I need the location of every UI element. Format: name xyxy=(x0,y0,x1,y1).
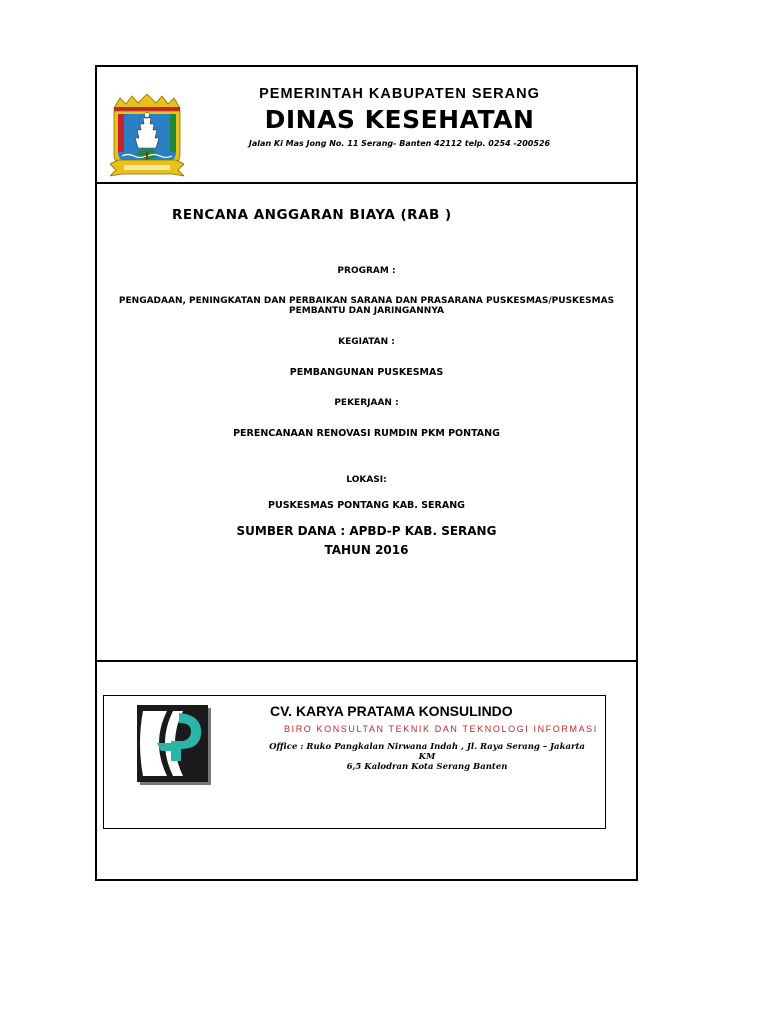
document-title: RENCANA ANGGARAN BIAYA (RAB ) xyxy=(172,207,452,223)
company-address-line-1: Office : Ruko Pangkalan Nirwana Indah , Jl. Raya Serang – Jakarta KM xyxy=(269,742,585,762)
lokasi-label: LOKASI: xyxy=(346,475,387,485)
program-label: PROGRAM : xyxy=(337,266,396,276)
department-title: DINAS KESEHATAN xyxy=(264,105,535,134)
government-title: PEMERINTAH KABUPATEN SERANG xyxy=(259,86,540,102)
kegiatan-label: KEGIATAN : xyxy=(338,337,395,347)
company-box xyxy=(103,695,606,829)
lokasi-value: PUSKESMAS PONTANG KAB. SERANG xyxy=(268,500,465,511)
tahun: TAHUN 2016 xyxy=(324,543,409,557)
kabupaten-serang-emblem-icon xyxy=(110,94,184,180)
pekerjaan-label: PEKERJAAN : xyxy=(334,398,399,408)
company-name: CV. KARYA PRATAMA KONSULINDO xyxy=(270,703,513,719)
company-subtitle: BIRO KONSULTAN TEKNIK DAN TEKNOLOGI INFORMASI xyxy=(284,724,598,734)
document-frame xyxy=(95,65,638,881)
header-divider xyxy=(97,182,636,184)
kegiatan-value: PEMBANGUNAN PUSKESMAS xyxy=(289,367,444,378)
program-line-2: PEMBANTU DAN JARINGANNYA xyxy=(289,306,444,316)
pekerjaan-value: PERENCANAAN RENOVASI RUMDIN PKM PONTANG xyxy=(233,428,500,439)
footer-divider xyxy=(97,660,636,662)
department-address: Jalan Ki Mas Jong No. 11 Serang- Banten 42112 telp. 0254 -200526 xyxy=(248,139,551,148)
sumber-dana: SUMBER DANA : APBD-P KAB. SERANG xyxy=(236,524,497,538)
company-address-line-2: 6,5 Kalodran Kota Serang Banten xyxy=(346,762,508,772)
company-address xyxy=(262,742,592,772)
kpk-company-logo-icon xyxy=(137,705,211,785)
program-line-1: PENGADAAN, PENINGKATAN DAN PERBAIKAN SARANA DAN PRASARANA PUSKESMAS/PUSKESMAS xyxy=(118,296,615,306)
